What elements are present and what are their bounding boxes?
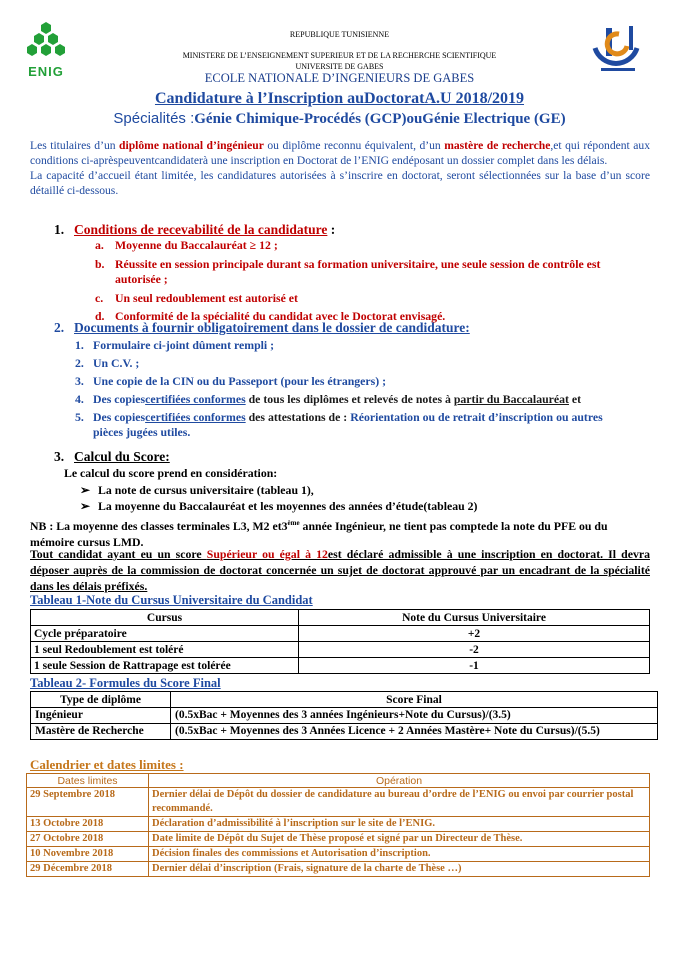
list-item-text: et	[568, 392, 582, 406]
intro-highlight-mastere: mastère de recherche	[444, 139, 551, 152]
conditions-list	[95, 238, 615, 328]
list-item	[75, 392, 635, 407]
table-row	[27, 847, 650, 862]
section-2-heading	[54, 320, 470, 336]
adm-text: Tout candidat ayant eu un score	[30, 547, 207, 561]
documents-list	[75, 338, 635, 443]
intro-paragraph	[30, 138, 650, 198]
list-marker: 4.	[75, 392, 84, 406]
intro-capacity-text: La capacité d’accueil étant limitée, les candidatures autorisées à s’inscrire en doctorat, seront sélectionnées sur la base d’un score détaillé ci-dessous.	[30, 169, 650, 197]
nb-text: NB : La moyenne des classes terminales L3, M2 et3	[30, 518, 288, 533]
list-item-text: Réussite en session principale durant sa formation universitaire, une seule session de contrôle est autorisée ;	[115, 256, 601, 286]
table-cell: 29 Décembre 2018	[27, 862, 149, 877]
table-row	[27, 832, 650, 847]
score-intro: Le calcul du score prend en considération:	[64, 466, 278, 480]
table-header: Score Final	[171, 692, 658, 708]
list-item	[75, 410, 635, 440]
letterhead	[0, 0, 679, 92]
list-item-text: Des copies	[93, 410, 146, 424]
table-cell: -1	[299, 658, 650, 674]
table-cell: Déclaration d’admissibilité à l’inscription sur le site de l’ENIG.	[149, 817, 650, 832]
intro-text: ,et qui répondent aux conditions ci-aprèspeuventcandidaterà une inscription en Doctorat de l’ENIG endéposant un dossier complet dans les délais.	[30, 139, 651, 167]
list-item-text: Un seul redoublement est autorisé et	[115, 290, 298, 305]
list-item-text: des attestations de :	[245, 410, 351, 424]
section-number: 1.	[54, 222, 65, 237]
table-header-row	[27, 774, 650, 788]
section-number: 3.	[54, 449, 65, 464]
table-header: Type de diplôme	[31, 692, 171, 708]
adm-text: est déclaré admissible à une inscription en doctorat. Il devra déposer auprès de la commission de doctorat concernée un sujet de doctorat approuvé par un encadrant de la spécialité dans les délais préfixés.	[30, 547, 650, 593]
section-title: Calcul du Score:	[74, 449, 170, 464]
nb-text: année Ingénieur, ne tient pas comptede la note du PFE ou du mémoire cursus LMD.	[30, 518, 608, 549]
score-bullet	[80, 483, 314, 498]
enig-logo-text: ENIG	[28, 64, 64, 79]
table-cell: Cycle préparatoire	[31, 626, 299, 642]
list-item	[95, 291, 615, 307]
arrow-bullet-icon: ➢	[80, 499, 90, 513]
list-item-text: Des copies	[93, 392, 146, 406]
list-item	[75, 356, 635, 371]
table-row	[31, 708, 658, 724]
table-cell: 1 seule Session de Rattrapage est tolérée	[31, 658, 299, 674]
table-header: Note du Cursus Universitaire	[299, 610, 650, 626]
nb-superscript: ème	[287, 519, 300, 527]
list-item-text: certifiées conformes	[145, 392, 246, 406]
list-marker: 1.	[75, 338, 84, 352]
list-item-text: de tous les diplômes et relevés de notes à	[245, 392, 454, 406]
calendar-table	[26, 773, 650, 877]
intro-text: Les titulaires d’un	[30, 139, 120, 152]
university-line: UNIVERSITE DE GABES	[295, 62, 384, 71]
section-3-heading	[54, 449, 170, 465]
table-row	[27, 862, 650, 877]
bullet-text: La moyenne du Baccalauréat et les moyennes des années d’étude(tableau 2)	[98, 499, 478, 513]
table-row	[31, 642, 650, 658]
table-row	[31, 724, 658, 740]
arrow-bullet-icon: ➢	[80, 483, 90, 497]
list-marker: 2.	[75, 356, 84, 370]
list-item-text: Un C.V. ;	[93, 356, 140, 370]
score-formula-table	[30, 691, 658, 740]
adm-threshold: Supérieur ou égal à 12	[206, 547, 328, 561]
section-suffix: :	[327, 222, 336, 237]
intro-highlight-ingenieur: diplôme national d’ingénieur	[119, 139, 264, 152]
table-header: Dates limites	[27, 774, 149, 788]
list-item	[95, 238, 615, 254]
table-row	[31, 658, 650, 674]
list-marker: d.	[95, 309, 105, 323]
table2-caption: Tableau 2- Formules du Score Final	[30, 676, 221, 690]
section-number: 2.	[54, 320, 65, 335]
table-cell: 13 Octobre 2018	[27, 817, 149, 832]
table-cell: +2	[299, 626, 650, 642]
list-item-text: Formulaire ci-joint dûment rempli ;	[93, 338, 275, 352]
table-cell: 27 Octobre 2018	[27, 832, 149, 847]
table-cell: (0.5xBac + Moyennes des 3 années Ingénieurs+Note du Cursus)/(3.5)	[171, 708, 658, 724]
table1-caption: Tableau 1-Note du Cursus Universitaire du Candidat	[30, 593, 313, 607]
list-item-text: partir du Baccalauréat	[453, 392, 569, 406]
school-name: ECOLE NATIONALE D’INGENIEURS DE GABES	[204, 71, 475, 85]
table-cell: Ingénieur	[31, 708, 171, 724]
table-cell: Dernier délai de Dépôt du dossier de candidature au bureau d’ordre de l’ENIG ou envoi par courrier postal recommandé.	[149, 788, 650, 817]
score-bullet	[80, 499, 477, 514]
ministry-line: MINISTERE DE L’ENSEIGNEMENT SUPERIEUR ET DE LA RECHERCHE SCIENTIFIQUE	[182, 51, 497, 60]
section-title: Conditions de recevabilité de la candidature	[74, 222, 328, 237]
table-cell: (0.5xBac + Moyennes des 3 Années Licence + 2 Années Mastère+ Note du Cursus)/(5.5)	[171, 724, 658, 740]
nb-note	[30, 515, 650, 550]
list-marker: 5.	[75, 410, 84, 424]
bullet-text: La note de cursus universitaire (tableau 1),	[98, 483, 314, 497]
list-item-text: Conformité de la spécialité du candidat avec le Doctorat envisagé.	[115, 309, 446, 323]
page-title: Candidature à l’Inscription auDoctoratA.U 2018/2019	[154, 90, 525, 107]
section-1-heading	[54, 222, 335, 238]
table-row	[27, 788, 650, 817]
table-cell: Date limite de Dépôt du Sujet de Thèse proposé et signé par un Directeur de Thèse.	[149, 832, 650, 847]
table-cell: 10 Novembre 2018	[27, 847, 149, 862]
page-subtitle	[0, 110, 679, 128]
table-cell: Mastère de Recherche	[31, 724, 171, 740]
list-item-text: Moyenne du Baccalauréat ≥ 12 ;	[115, 238, 278, 252]
cursus-table	[30, 609, 650, 674]
list-item	[75, 338, 635, 353]
table-cell: 1 seul Redoublement est toléré	[31, 642, 299, 658]
subtitle-specialities: Génie Chimique-Procédés (GCP)ouGénie Electrique (GE)	[194, 111, 566, 127]
universite-de-gabes-logo-icon	[587, 20, 649, 82]
admissibility-note	[30, 546, 650, 594]
table-cell: -2	[299, 642, 650, 658]
list-item	[75, 374, 635, 389]
calendar-caption: Calendrier et dates limites :	[30, 757, 184, 772]
table-cell: 29 Septembre 2018	[27, 788, 149, 817]
list-marker: a.	[95, 238, 104, 252]
list-item-text: certifiées conformes	[145, 410, 246, 424]
list-marker: 3.	[75, 374, 84, 388]
table-row	[27, 817, 650, 832]
intro-text: ou diplôme reconnu équivalent, d’un	[263, 139, 445, 152]
list-marker: b.	[95, 256, 105, 271]
table-cell: Décision finales des commissions et Autorisation d’inscription.	[149, 847, 650, 862]
list-item-text: Une copie de la CIN ou du Passeport (pour les étrangers) ;	[93, 374, 387, 388]
table-row	[31, 626, 650, 642]
table-cell: Dernier délai d’inscription (Frais, signature de la charte de Thèse …)	[149, 862, 650, 877]
table-header-row	[31, 692, 658, 708]
list-item-text: Réorientation ou de retrait d’inscription ou autres pièces jugées utiles.	[93, 410, 603, 439]
list-marker: c.	[95, 290, 104, 305]
table-header-row	[31, 610, 650, 626]
table-header: Opération	[149, 774, 650, 788]
republic-line: REPUBLIQUE TUNISIENNE	[289, 30, 390, 39]
subtitle-prefix: Spécialités :	[113, 110, 195, 127]
section-title: Documents à fournir obligatoirement dans le dossier de candidature:	[74, 320, 470, 335]
table-header: Cursus	[31, 610, 299, 626]
list-item	[95, 257, 615, 288]
